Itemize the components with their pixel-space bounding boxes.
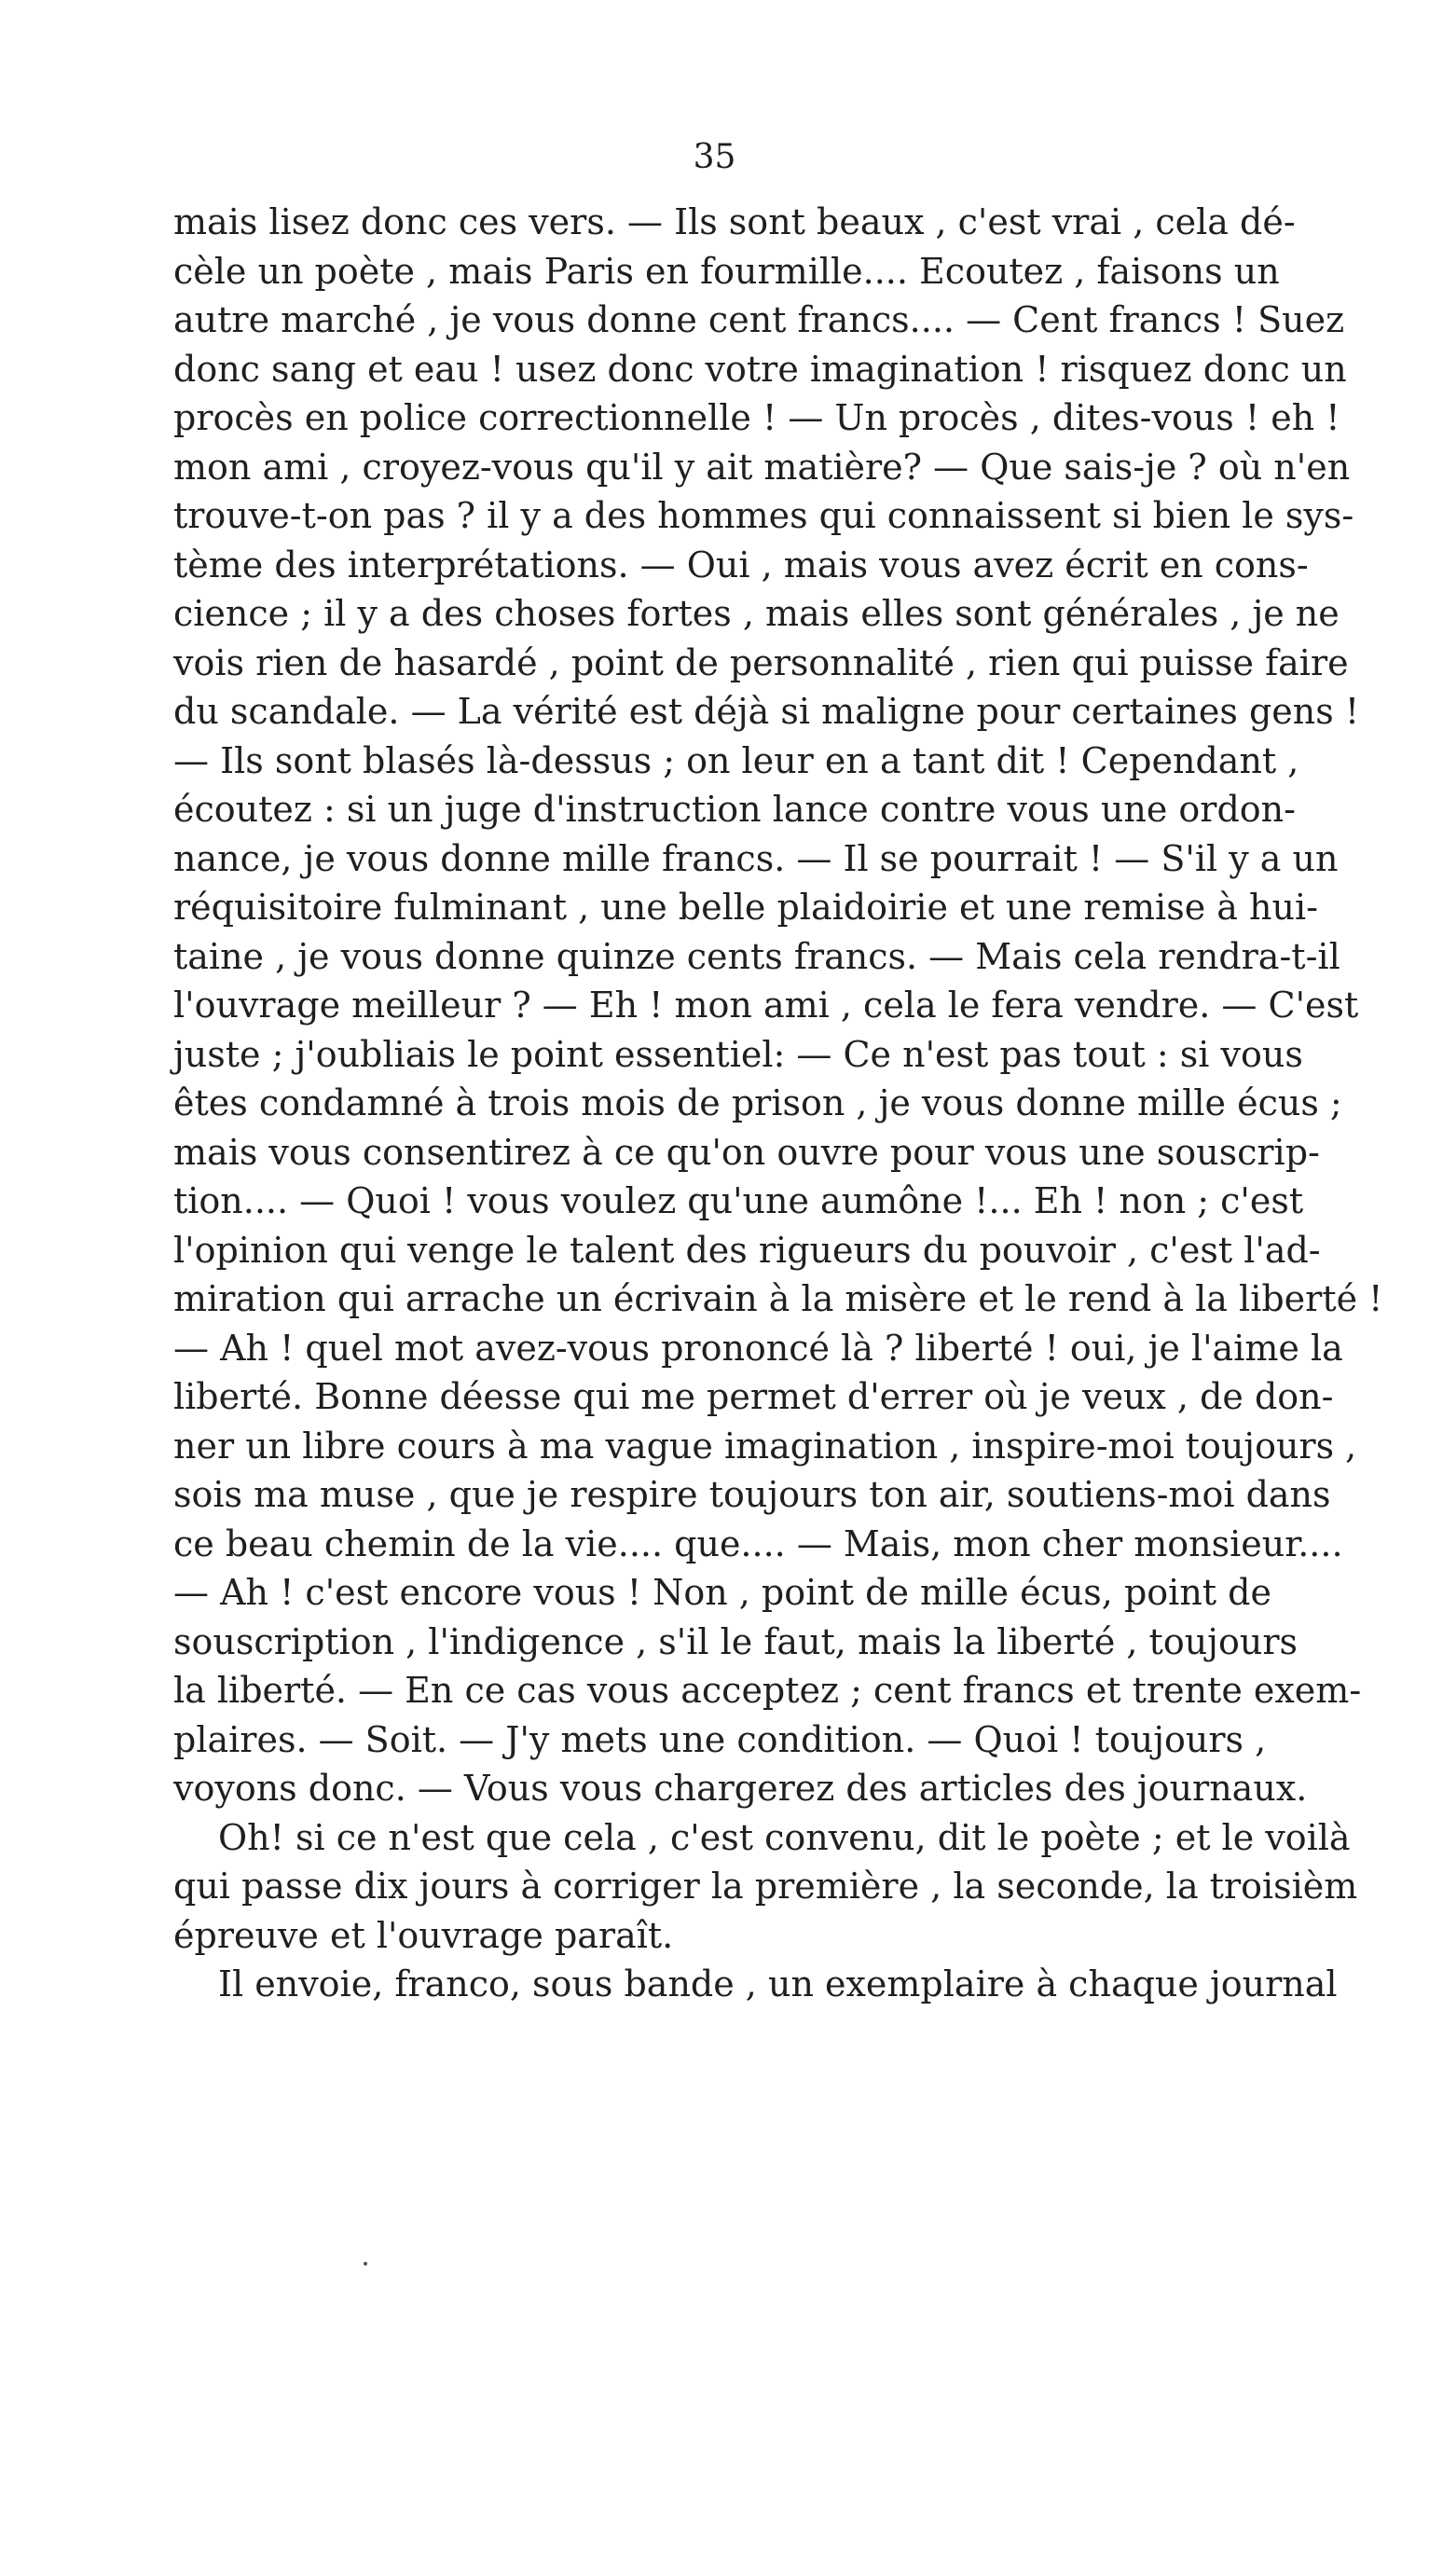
text-line: écoutez : si un juge d'instruction lance contre vous une ordon- (173, 789, 1296, 830)
text-line: juste ; j'oubliais le point essentiel: — Ce n'est pas tout : si vous (173, 1033, 1303, 1075)
text-line: trouve-t-on pas ? il y a des hommes qui connaissent si bien le sys- (173, 495, 1354, 536)
text-line: Oh! si ce n'est que cela , c'est convenu, dit le poète ; et le voilà (218, 1816, 1351, 1858)
text-line: sois ma muse , que je respire toujours ton air, soutiens-moi dans (173, 1474, 1331, 1515)
text-line: mais vous consentirez à ce qu'on ouvre pour vous une souscrip- (173, 1131, 1320, 1173)
text-line: nance, je vous donne mille francs. — Il se pourrait ! — S'il y a un (173, 837, 1339, 879)
text-line: ce beau chemin de la vie.... que.... — Mais, mon cher monsieur.... (173, 1522, 1343, 1564)
text-line: cience ; il y a des choses fortes , mais elles sont générales , je ne (173, 593, 1340, 634)
text-line: voyons donc. — Vous vous chargerez des articles des journaux. (173, 1768, 1308, 1809)
text-line: l'ouvrage meilleur ? — Eh ! mon ami , cela le fera vendre. — C'est (173, 985, 1359, 1026)
text-line: vois rien de hasardé , point de personnalité , rien qui puisse faire (173, 641, 1349, 683)
text-line: êtes condamné à trois mois de prison , je vous donne mille écus ; (173, 1082, 1342, 1123)
text-line: — Ils sont blasés là-dessus ; on leur en a tant dit ! Cependant , (173, 739, 1299, 781)
text-line: mais lisez donc ces vers. — Ils sont beaux , c'est vrai , cela dé- (173, 201, 1296, 242)
text-line: cèle un poète , mais Paris en fourmille.... Ecoutez , faisons un (173, 250, 1280, 292)
text-line: liberté. Bonne déesse qui me permet d'errer où je veux , de don- (173, 1376, 1334, 1417)
text-line: la liberté. — En ce cas vous acceptez ; cent francs et trente exem- (173, 1670, 1362, 1711)
text-line: l'opinion qui venge le talent des rigueurs du pouvoir , c'est l'ad- (173, 1229, 1321, 1271)
text-line: taine , je vous donne quinze cents francs. — Mais cela rendra-t-il (173, 935, 1340, 977)
text-line: épreuve et l'ouvrage paraît. (173, 1914, 674, 1956)
text-line: tème des interprétations. — Oui , mais vous avez écrit en cons- (173, 544, 1309, 585)
text-line: donc sang et eau ! usez donc votre imagination ! risquez donc un (173, 348, 1347, 390)
text-line: qui passe dix jours à corriger la première , la seconde, la troisièm (173, 1866, 1358, 1907)
text-line: miration qui arrache un écrivain à la misère et le rend à la liberté ! (173, 1278, 1383, 1319)
text-line: plaires. — Soit. — J'y mets une condition. — Quoi ! toujours , (173, 1718, 1267, 1760)
text-line: ner un libre cours à ma vague imagination , inspire-moi toujours , (173, 1425, 1357, 1467)
paper-speck (364, 2262, 367, 2266)
text-line: procès en police correctionnelle ! — Un procès , dites-vous ! eh ! (173, 397, 1340, 438)
text-line: mon ami , croyez-vous qu'il y ait matière? — Que sais-je ? où n'en (173, 446, 1351, 488)
text-line: — Ah ! quel mot avez-vous prononcé là ? liberté ! oui, je l'aime la (173, 1327, 1343, 1369)
text-line: du scandale. — La vérité est déjà si maligne pour certaines gens ! (173, 691, 1360, 732)
text-line: souscription , l'indigence , s'il le faut, mais la liberté , toujours (173, 1620, 1298, 1662)
text-line: Il envoie, franco, sous bande , un exemplaire à chaque journal (218, 1963, 1338, 2004)
text-line: réquisitoire fulminant , une belle plaidoirie et une remise à hui- (173, 887, 1318, 928)
body-text (173, 198, 1383, 2009)
page-number: 35 (693, 138, 736, 176)
text-line: — Ah ! c'est encore vous ! Non , point de mille écus, point de (173, 1572, 1271, 1613)
text-line: autre marché , je vous donne cent francs.... — Cent francs ! Suez (173, 299, 1345, 340)
text-line: tion.... — Quoi ! vous voulez qu'une aumône !... Eh ! non ; c'est (173, 1180, 1304, 1221)
